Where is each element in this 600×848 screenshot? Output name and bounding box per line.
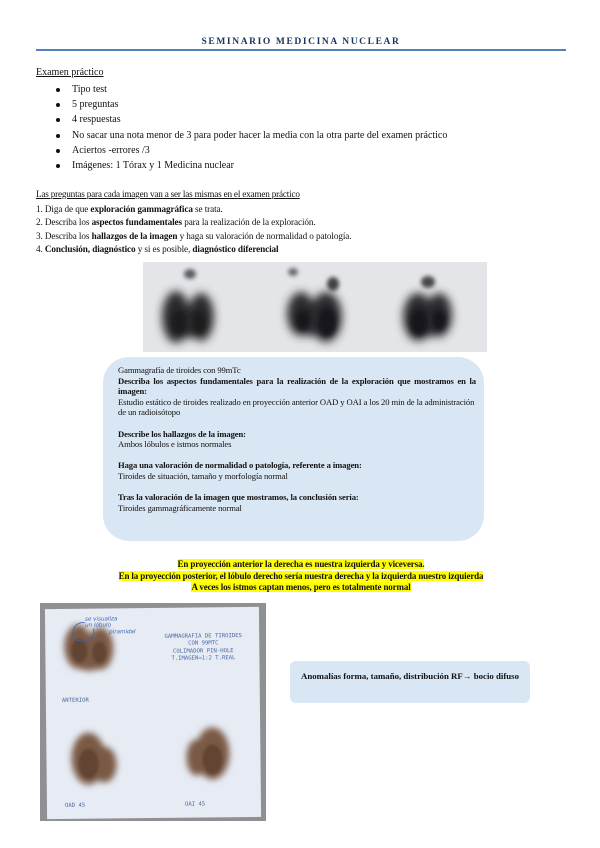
header-rule: [36, 49, 566, 51]
bubble-heading-aspects-text: Describa los aspectos fundamentales para la realización de la exploración que mostramos en la imagen:: [118, 375, 476, 397]
q1-bold: exploración gammagráfica: [90, 204, 193, 214]
note-box: Anomalías forma, tamaño, distribución RF→ bocio difuso: [301, 671, 519, 681]
list-item: Tipo test: [36, 82, 447, 97]
printout-typed-label: [153, 633, 253, 664]
typed-line: T.IMAGEN=1:2 T.REAL: [171, 655, 236, 663]
bubble-text-valuation: Tiroides de situación, tamaño y morfología normal: [118, 470, 288, 481]
thyroid-scan-graphic: [143, 262, 487, 352]
spacer: [118, 482, 476, 493]
answer-bubble: [118, 365, 476, 513]
q4-text: 4.: [36, 244, 45, 255]
bubble-heading-valuation: [118, 460, 476, 471]
bubble-heading-findings-text: Describe los hallazgos de la imagen:: [118, 428, 246, 439]
list-item: 4 respuestas: [36, 112, 447, 127]
list-item: Aciertos -errores /3: [36, 143, 447, 158]
q3-bold: hallazgos de la imagen: [91, 230, 178, 241]
handwritten-line: piramidal: [109, 628, 136, 636]
label-oad: OAD 45: [64, 802, 86, 809]
q4-bold: Conclusión, diagnóstico: [44, 244, 136, 255]
q2-text: 2. Describa los: [36, 217, 92, 228]
q3-text-end: y haga su valoración de normalidad o patología.: [177, 230, 352, 241]
bubble-text-conclusion: Tiroides gammagráficamente normal: [118, 502, 242, 513]
question-list: [36, 203, 351, 257]
bubble-intro: Gammagrafía de tiroides con 99mTc: [118, 365, 241, 375]
bubble-heading-conclusion: [118, 492, 476, 503]
printout-paper: [45, 607, 261, 819]
exam-bullet-list: [36, 82, 447, 173]
q1-text: 1. Diga de que: [36, 204, 91, 214]
label-anterior: ANTERIOR: [61, 697, 89, 704]
spacer: [118, 418, 476, 429]
highlight-line: [36, 571, 566, 583]
question-3: [36, 230, 351, 243]
highlight-line: [36, 559, 566, 571]
list-item: 5 preguntas: [36, 97, 447, 112]
bubble-heading-conclusion-text: Tras la valoración de la imagen que mostramos, la conclusión sería:: [118, 492, 359, 503]
bubble-heading-valuation-text: Haga una valoración de normalidad o patología, referente a imagen:: [118, 460, 362, 471]
q1-text-end: se trata.: [192, 204, 223, 214]
q2-bold: aspectos fundamentales: [91, 217, 183, 228]
question-1: [36, 203, 351, 216]
bubble-text-aspects: Estudio estático de tiroides realizado en proyección anterior OAD y OAI a los 20 min de la administración de un radioisótopo: [118, 396, 475, 418]
spacer: [118, 450, 476, 461]
page-header: SEMINARIO MEDICINA NUCLEAR: [201, 37, 401, 47]
bubble-text-findings: Ambos lóbulos e istmos normales: [118, 439, 232, 450]
q4-text-mid: y si es posible,: [135, 244, 193, 255]
questions-title: Las preguntas para cada imagen van a ser las mismas en el examen práctico: [36, 189, 300, 199]
highlight-text: En proyección anterior la derecha es nuestra izquierda y viceversa.: [177, 559, 425, 569]
question-2: [36, 216, 351, 229]
handwritten-note: [85, 616, 136, 636]
list-item: No sacar una nota menor de 3 para poder hacer la media con la otra parte del examen práctico: [36, 128, 447, 143]
typed-line: CON 99MTC: [188, 640, 219, 648]
handwritten-line: un lóbulo: [85, 622, 112, 630]
question-4: [36, 243, 351, 256]
exam-section-title: Examen práctico: [36, 67, 104, 78]
typed-line: COLIMADOR PIN-HOLE: [173, 647, 234, 655]
highlighted-notes: [36, 559, 566, 594]
q2-text-end: para la realización de la exploración.: [182, 217, 316, 228]
handwritten-line: se visualiza: [84, 616, 118, 623]
typed-line: GAMMAGRAFIA DE TIROIDES: [164, 633, 242, 640]
bubble-heading-aspects: [118, 376, 476, 397]
note-box-background: [290, 661, 530, 703]
list-item: Imágenes: 1 Tórax y 1 Medicina nuclear: [36, 158, 447, 173]
thyroid-scintigraphy-image: [143, 262, 487, 352]
highlight-text: A veces los istmos captan menos, pero es totalmente normal: [191, 582, 411, 592]
bubble-heading-findings: [118, 429, 476, 440]
highlight-line: [36, 582, 566, 594]
highlight-text: En la proyección posterior, el lóbulo derecho sería nuestra derecha y la izquierda nuestro izquierda: [118, 570, 484, 581]
label-oai: OAI 45: [184, 801, 206, 808]
thyroid-printout-photo: [40, 603, 266, 821]
q4-bold-2: diagnóstico diferencial: [192, 244, 279, 255]
q3-text: 3. Describa los: [36, 230, 92, 241]
